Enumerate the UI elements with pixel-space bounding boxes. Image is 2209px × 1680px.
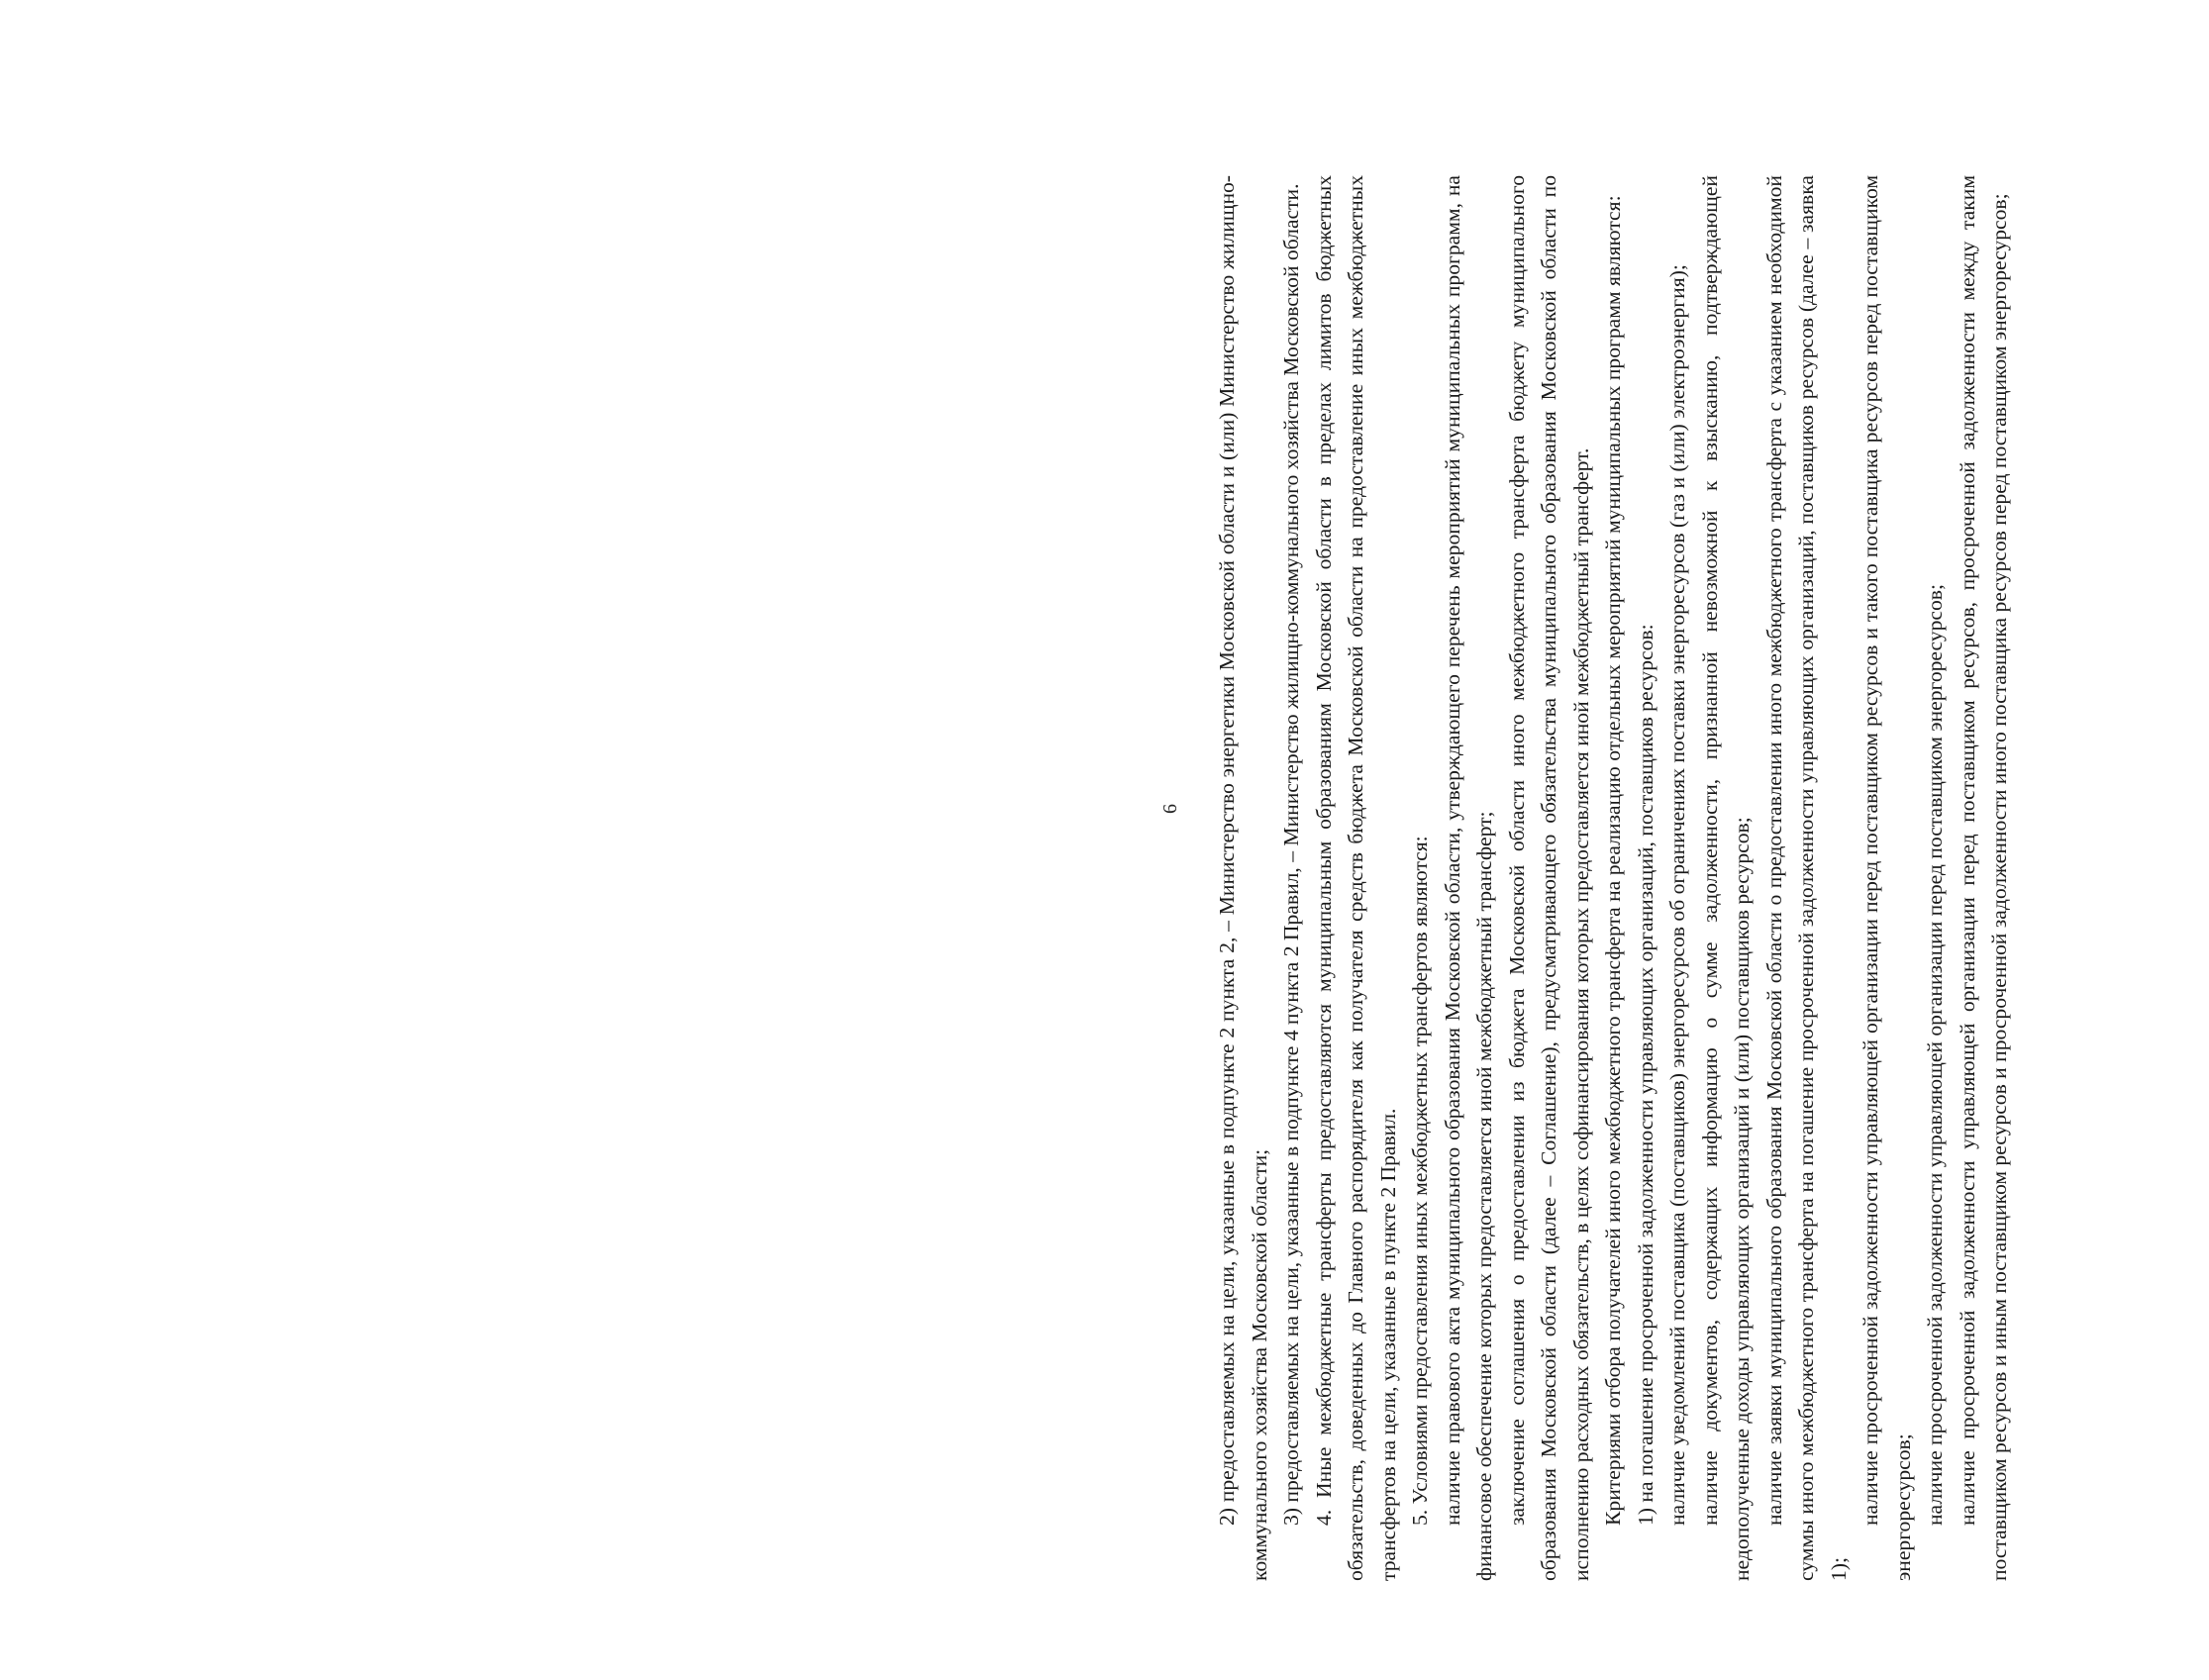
paragraph: 1) на погашение просроченной задолженности управляющих организаций, поставщиков ресурсов: — [1633, 624, 1657, 1526]
paragraph: 2) предоставляемых на цели, указанные в подпункте 2 пункта 2, – Министерство энергетики Московской области и (или) Министерство жилищно-коммунального хозяйства Московской области; — [1215, 175, 1271, 1581]
paragraph: Критериями отбора получателей иного межбюджетного трансферта на реализацию отдельных мероприятий муниципальных программ являются: — [1601, 195, 1625, 1526]
paragraph: 4. Иные межбюджетные трансферты предоставляются муниципальным образованиям Московской области в пределах лимитов бюджетных обязательств, доведенных до Главного распорядителя как получателя средств бюджета Московской области на предоставление иных межбюджетных трансфертов на цели, указанные в пункте 2 Правил. — [1311, 175, 1400, 1581]
paragraph: наличие заявки муниципального образования Московской области о предоставлении иного межбюджетного трансферта с указанием необходимой суммы иного межбюджетного трансферта на погашение просроченной задолженности управляющих организаций, поставщиков ресурсов (далее – заявка 1); — [1761, 175, 1851, 1581]
paragraph: наличие правового акта муниципального образования Московской области, утверждающего перечень мероприятий муниципальных программ, на финансовое обеспечение которых предоставляется иной межбюджетный трансферт; — [1440, 175, 1496, 1581]
document-body — [1211, 175, 2016, 1581]
paragraph: наличие уведомлений поставщика (поставщиков) энергоресурсов об ограничениях поставки энергоресурсов (газ и (или) электроэнергия); — [1665, 264, 1689, 1526]
paragraph: наличие просроченной задолженности управляющей организации перед поставщиком ресурсов и такого поставщика ресурсов перед поставщиком энергоресурсов; — [1858, 175, 1915, 1581]
page-number: 6 — [1159, 804, 1181, 814]
paragraph: 3) предоставляемых на цели, указанные в подпункте 4 пункта 2 Правил, – Министерство жилищно-коммунального хозяйства Московской области. — [1279, 183, 1303, 1526]
paragraph: наличие просроченной задолженности управляющей организации перед поставщиком энергоресурсов; — [1923, 584, 1947, 1526]
paragraph: 5. Условиями предоставления иных межбюджетных трансфертов являются: — [1408, 836, 1432, 1526]
rotated-page — [1159, 17, 2209, 1601]
paragraph: заключение соглашения о предоставлении из бюджета Московской области иного межбюджетного трансферта бюджету муниципального образования Московской области (далее – Соглашение), предусматривающего обязательства муниципального образования Московской области по исполнению расходных обязательств, в целях софинансирования которых предоставляется иной межбюджетный трансферт. — [1504, 175, 1593, 1581]
paragraph: наличие просроченной задолженности управляющей организации перед поставщиком ресурсов, просроченной задолженности между таким поставщиком ресурсов и иным поставщиком ресурсов и просроченной задолженности иного поставщика ресурсов перед поставщиком энергоресурсов; — [1955, 175, 2011, 1581]
paragraph: наличие документов, содержащих информацию о сумме задолженности, признанной невозможной к взысканию, подтверждающей недополученные доходы управляющих организаций и (или) поставщиков ресурсов; — [1697, 175, 1754, 1581]
